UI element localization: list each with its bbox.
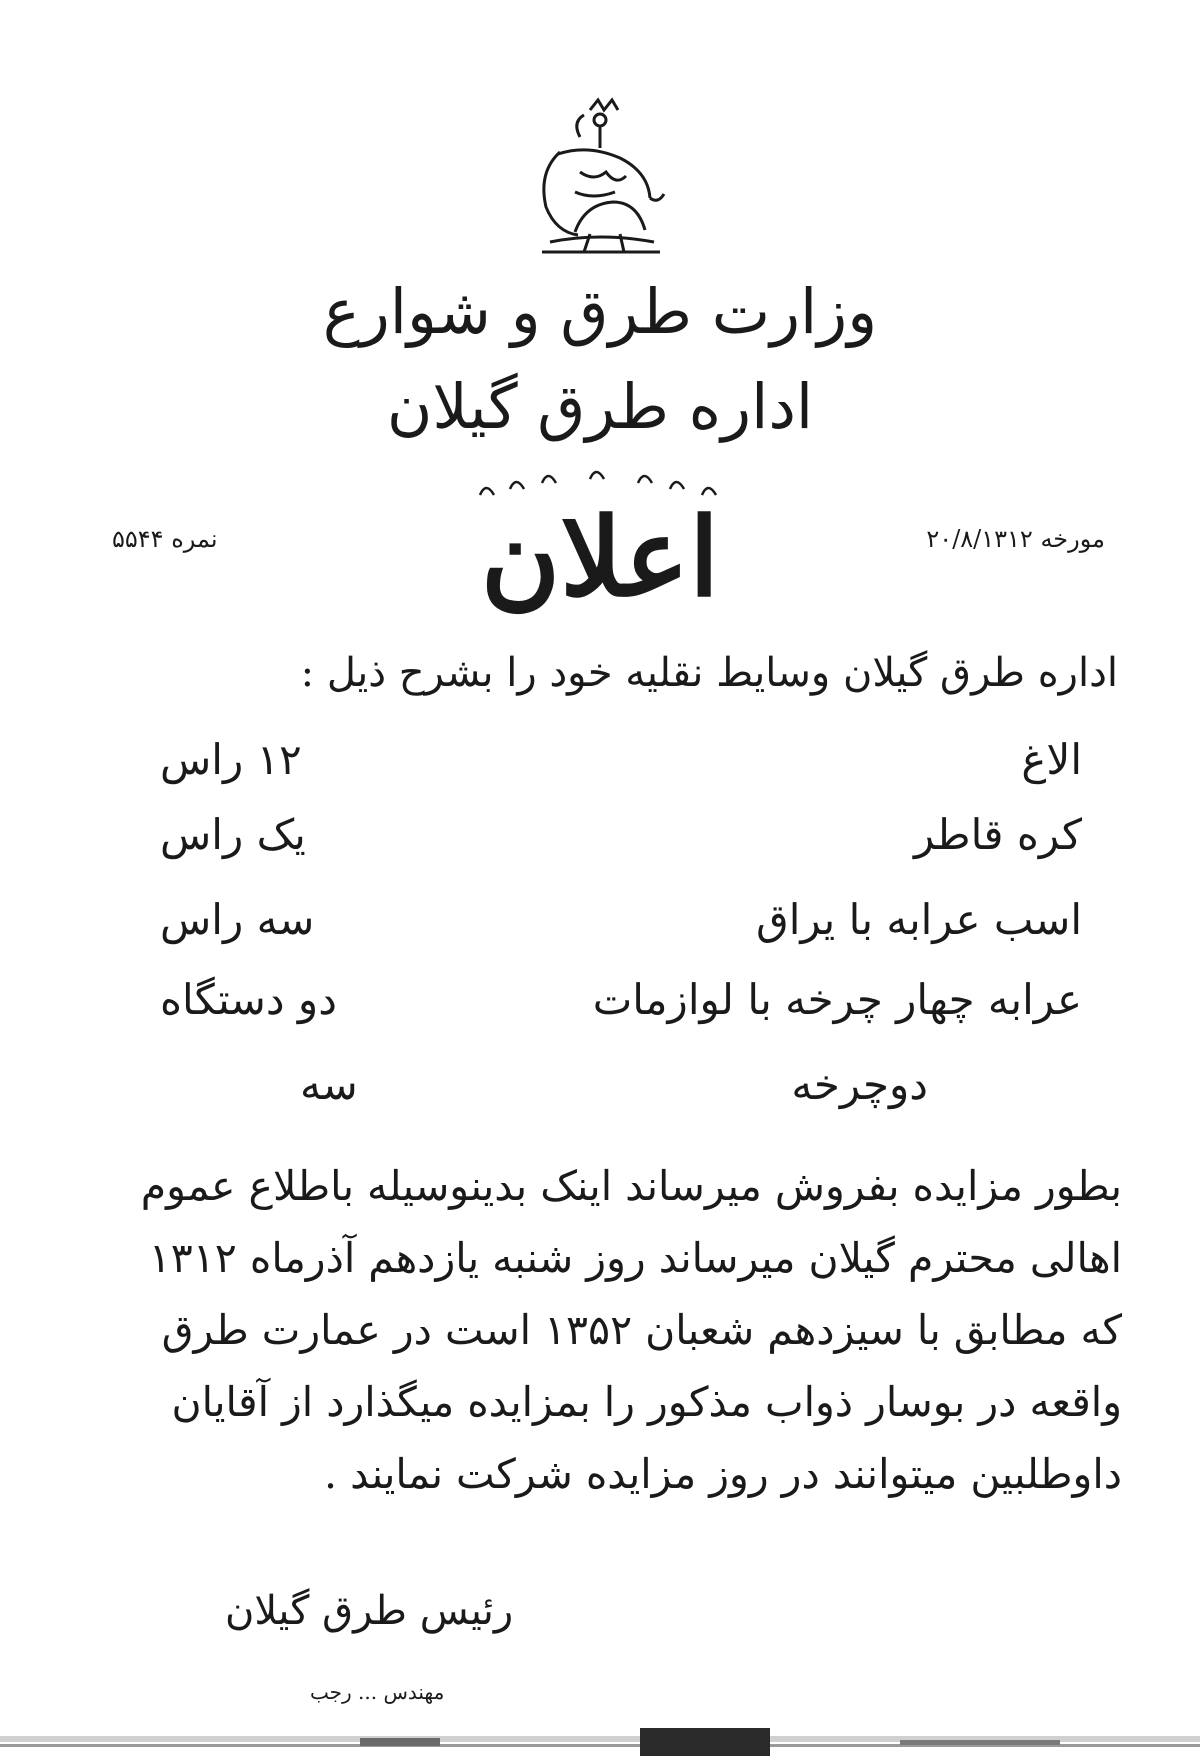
- item-row: [0, 1060, 1200, 1130]
- notice-title-block: [470, 455, 730, 621]
- document-date: مورخه ۲۰/۸/۱۳۱۲: [926, 525, 1105, 553]
- item-name: الاغ: [1021, 735, 1082, 784]
- body-line: داوطلبین میتوانند در روز مزایده شرکت نمایند .: [324, 1450, 1122, 1498]
- item-qty: سه راس: [160, 895, 315, 944]
- signature-name: مهندس ... رجب: [310, 1680, 445, 1704]
- item-row: [0, 810, 1200, 880]
- ministry-name: وزارت طرق و شوارع: [322, 275, 878, 348]
- item-row: [0, 735, 1200, 805]
- signature-title: رئیس طرق گیلان: [225, 1588, 514, 1634]
- body-line: واقعه در بوسار ذواب مذکور را بمزایده میگذارد از آقایان: [171, 1378, 1122, 1426]
- notice-title: اعلان: [480, 495, 720, 621]
- item-name: کره قاطر: [914, 810, 1082, 859]
- item-row: [0, 895, 1200, 965]
- notice-body: [62, 1150, 1122, 1510]
- item-name: اسب عرابه با یراق: [756, 895, 1082, 944]
- item-name: دوچرخه: [791, 1060, 928, 1109]
- item-qty: ۱۲ راس: [160, 735, 302, 784]
- body-line: اهالی محترم گیلان میرساند روز شنبه یازدهم آذرماه ۱۳۱۲: [148, 1234, 1122, 1282]
- department-name: اداره طرق گیلان: [386, 370, 814, 443]
- scan-noise-strip: [0, 1722, 1200, 1760]
- intro-line: اداره طرق گیلان وسایط نقلیه خود را بشرح ذیل :: [300, 650, 1118, 696]
- body-line: بطور مزایده بفروش میرساند اینک بدینوسیله باطلاع عموم: [140, 1162, 1122, 1210]
- item-qty: یک راس: [160, 810, 306, 859]
- lion-and-sun-emblem-icon: [520, 92, 680, 262]
- item-qty: دو دستگاه: [160, 975, 337, 1024]
- item-name: عرابه چهار چرخه با لوازمات: [592, 975, 1082, 1024]
- item-qty: سه: [300, 1060, 358, 1109]
- body-line: که مطابق با سیزدهم شعبان ۱۳۵۲ است در عمارت طرق: [161, 1306, 1122, 1354]
- document-number: نمره ۵۵۴۴: [112, 525, 218, 553]
- item-row: [0, 975, 1200, 1045]
